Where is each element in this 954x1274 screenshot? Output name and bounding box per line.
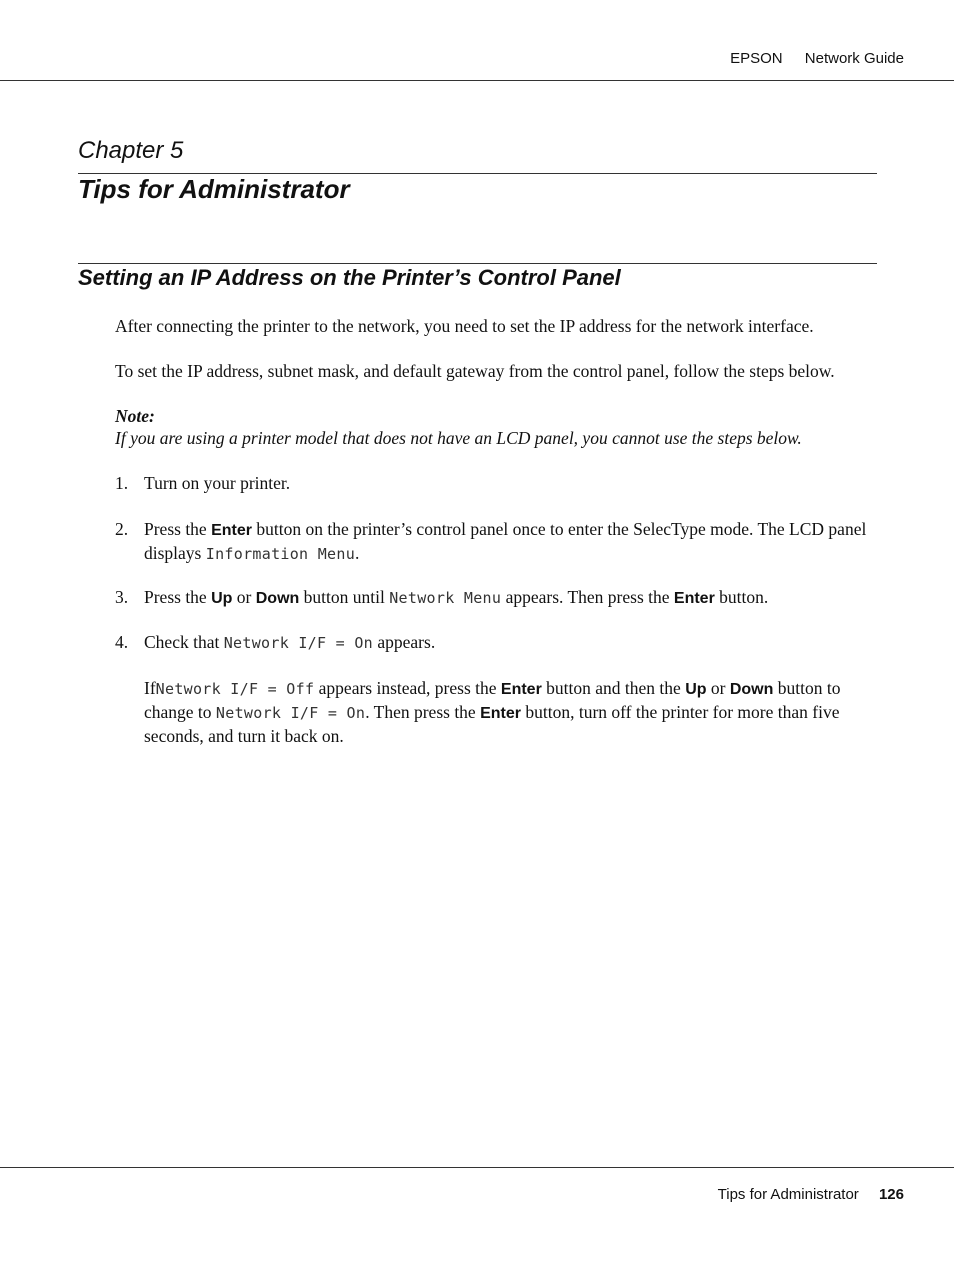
text-run: button and then the <box>541 678 686 698</box>
text-run: or <box>232 587 256 607</box>
step-text: Turn on your printer. <box>144 473 291 493</box>
text-run: Check that <box>144 632 224 652</box>
text-run: appears. <box>373 632 436 652</box>
section-title: Setting an IP Address on the Printer’s Control Panel <box>78 265 621 290</box>
note-label: Note: <box>115 406 155 426</box>
text-run: . <box>355 543 360 563</box>
down-button-name: Down <box>255 590 300 607</box>
step-number: 2. <box>115 519 129 539</box>
lcd-message: Network I/F = On <box>223 634 373 652</box>
up-button-name: Up <box>211 590 233 607</box>
chapter-label: Chapter 5 <box>78 137 184 164</box>
page-footer <box>718 1186 904 1203</box>
text-run: button, turn off the printer for more than five seconds, and turn it back on. <box>144 702 840 746</box>
step-number: 1. <box>115 473 129 493</box>
enter-button-name: Enter <box>480 705 521 722</box>
enter-button-name: Enter <box>673 590 715 607</box>
lcd-message: Network I/F = On <box>215 704 366 722</box>
paragraph-intro: After connecting the printer to the network, you need to set the IP address for the network interface. <box>115 316 814 336</box>
footer-divider <box>0 1167 954 1168</box>
text-run: or <box>706 678 730 698</box>
lcd-message: Network Menu <box>389 589 502 607</box>
step-number: 3. <box>115 587 129 607</box>
lcd-message: Information Menu <box>205 545 356 563</box>
step-text <box>144 586 877 610</box>
text-run: button to change to <box>144 678 841 722</box>
paragraph-steps-intro: To set the IP address, subnet mask, and default gateway from the control panel, follow the steps below. <box>115 361 835 381</box>
text-run: If <box>144 678 156 698</box>
header-divider <box>0 80 954 81</box>
chapter-title: Tips for Administrator <box>78 174 350 204</box>
enter-button-name: Enter <box>211 522 252 539</box>
enter-button-name: Enter <box>500 681 542 698</box>
text-run: button until <box>299 587 390 607</box>
down-button-name: Down <box>729 681 774 698</box>
step-number: 4. <box>115 632 129 652</box>
step-text <box>144 518 877 566</box>
step-4-followup <box>144 677 877 748</box>
header-doc-title: Network Guide <box>804 50 904 67</box>
note-text: If you are using a printer model that does not have an LCD panel, you cannot use the steps below. <box>115 428 802 448</box>
section-divider <box>78 263 877 264</box>
step-text <box>144 631 877 655</box>
text-run: Press the <box>144 587 212 607</box>
up-button-name: Up <box>685 681 707 698</box>
footer-section: Tips for Administrator <box>717 1186 859 1203</box>
text-run: appears. Then press the <box>501 587 674 607</box>
text-run: appears instead, press the <box>314 678 501 698</box>
text-run: button. <box>714 587 769 607</box>
text-run: button on the printer’s control panel once to enter the SelecType mode. The LCD panel displays <box>144 519 867 563</box>
lcd-message: Network I/F = Off <box>155 680 315 698</box>
page-number: 126 <box>878 1186 904 1203</box>
page-header <box>730 50 904 67</box>
text-run: . Then press the <box>365 702 481 722</box>
header-brand: EPSON <box>730 50 783 67</box>
text-run: Press the <box>144 519 212 539</box>
